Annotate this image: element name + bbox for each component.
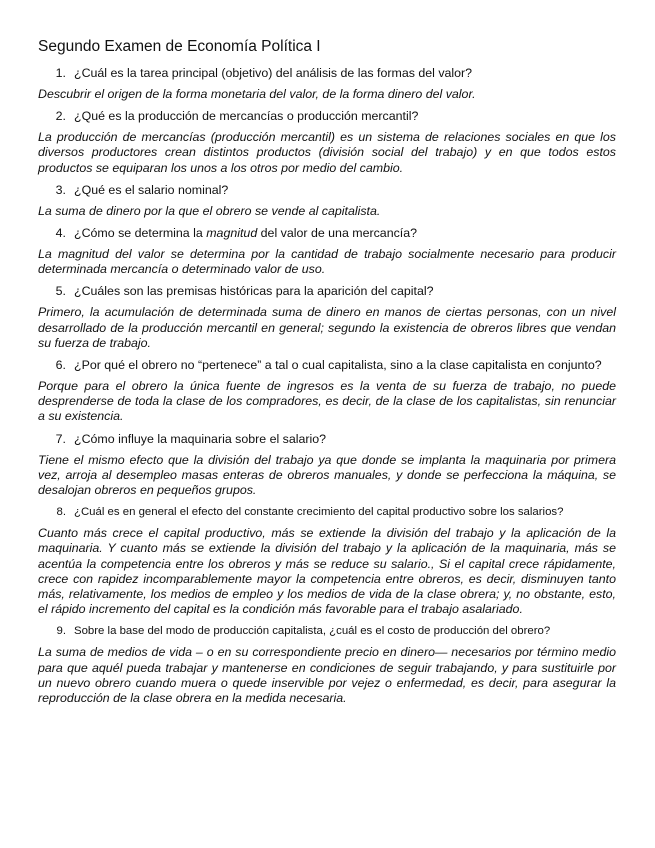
question-number: 7. (55, 431, 66, 446)
answer-4: La magnitud del valor se determina por la cantidad de trabajo socialmente necesario para producir determinada mercancía o determinado valor de uso. (38, 247, 616, 277)
answer-3: La suma de dinero por la que el obrero se vende al capitalista. (38, 203, 381, 218)
answer-9: La suma de medios de vida – o en su correspondiente precio en dinero— necesarios por término medio para que aquél pueda trabajar y mantenerse en condiciones de seguir trabajando, y para sustituirle por un nuevo obrero cuando muera o quede inservible por vejez o enfermedad, es decir, para asegurar la reproducción de la clase obrera en la medida necesaria. (38, 645, 616, 706)
question-text-post: del valor de una mercancía? (257, 226, 418, 241)
question-number: 9. (56, 625, 66, 638)
answer-8: Cuanto más crece el capital productivo, más se extiende la división del trabajo y la aplicación de la maquinaria. Y cuanto más se extiende la división del trabajo y la aplicación de la maquinaria, más se acentúa la competencia entre los obreros y más se reduce su salario., Si el capital crece rápidamente, crece con rapidez incomparablemente mayor la competencia entre obreros, es decir, disminuyen tanto más, relativamente, los medios de empleo y los medios de vida de la clase obrera; y, no obstante, esto, el rápido incremento del capital es la condición más favorable para el trabajo asalariado. (38, 526, 616, 617)
answer-5: Primero, la acumulación de determinada suma de dinero en manos de ciertas personas, con un nivel desarrollado de la producción mercantil en general; segundo la existencia de obreros libres que vendan su fuerza de trabajo. (38, 305, 616, 350)
question-text: ¿Cuáles son las premisas históricas para la aparición del capital? (74, 284, 434, 299)
question-4 (38, 226, 616, 241)
answer-1: Descubrir el origen de la forma monetaria del valor, de la forma dinero del valor. (38, 87, 476, 101)
question-number: 4. (55, 226, 66, 241)
question-text-pre: ¿Cómo se determina la (74, 226, 207, 241)
question-number: 8. (56, 506, 66, 519)
question-5 (38, 284, 616, 299)
question-2 (38, 109, 616, 124)
answer-6: Porque para el obrero la única fuente de ingresos es la venta de su fuerza de trabajo, no puede desprenderse de toda la clase de los compradores, es decir, de la clase de los capitalistas, sin renunciar a su existencia. (38, 379, 616, 424)
question-3 (38, 183, 616, 198)
question-text: Sobre la base del modo de producción capitalista, ¿cuál es el costo de producción del obrero? (74, 625, 551, 638)
question-text: ¿Cuál es la tarea principal (objetivo) del análisis de las formas del valor? (74, 66, 473, 80)
question-9 (38, 624, 616, 639)
question-text (74, 226, 417, 241)
exam-document (38, 38, 616, 713)
question-number: 1. (55, 66, 66, 80)
question-8 (38, 505, 616, 520)
document-title: Segundo Examen de Economía Política I (38, 38, 321, 55)
question-1 (38, 66, 616, 81)
question-number: 2. (55, 109, 66, 124)
question-text-emphasis: magnitud (206, 226, 258, 241)
question-text: ¿Por qué el obrero no “pertenece” a tal o cual capitalista, sino a la clase capitalista en conjunto? (74, 358, 602, 373)
answer-7: Tiene el mismo efecto que la división del trabajo ya que donde se implanta la maquinaria por primera vez, arroja al desempleo masas enteras de obreros manuales, y donde se perfecciona la máquina, se desalojan obreros en pequeños grupos. (38, 452, 616, 498)
question-number: 3. (55, 182, 66, 197)
question-6 (38, 358, 616, 373)
answer-2: La producción de mercancías (producción mercantil) es un sistema de relaciones sociales en que los diversos productores crean distintos productos (división social del trabajo) y en que todos estos productos se equiparan los unos a los otros por medio del cambio. (38, 130, 616, 175)
question-7 (38, 432, 616, 447)
question-number: 5. (55, 284, 66, 299)
question-number: 6. (55, 358, 66, 373)
question-text: ¿Cómo influye la maquinaria sobre el salario? (74, 431, 327, 446)
question-text: ¿Qué es el salario nominal? (74, 182, 229, 197)
question-text: ¿Cuál es en general el efecto del constante crecimiento del capital productivo sobre los salarios? (74, 506, 564, 519)
question-text: ¿Qué es la producción de mercancías o producción mercantil? (74, 109, 419, 124)
